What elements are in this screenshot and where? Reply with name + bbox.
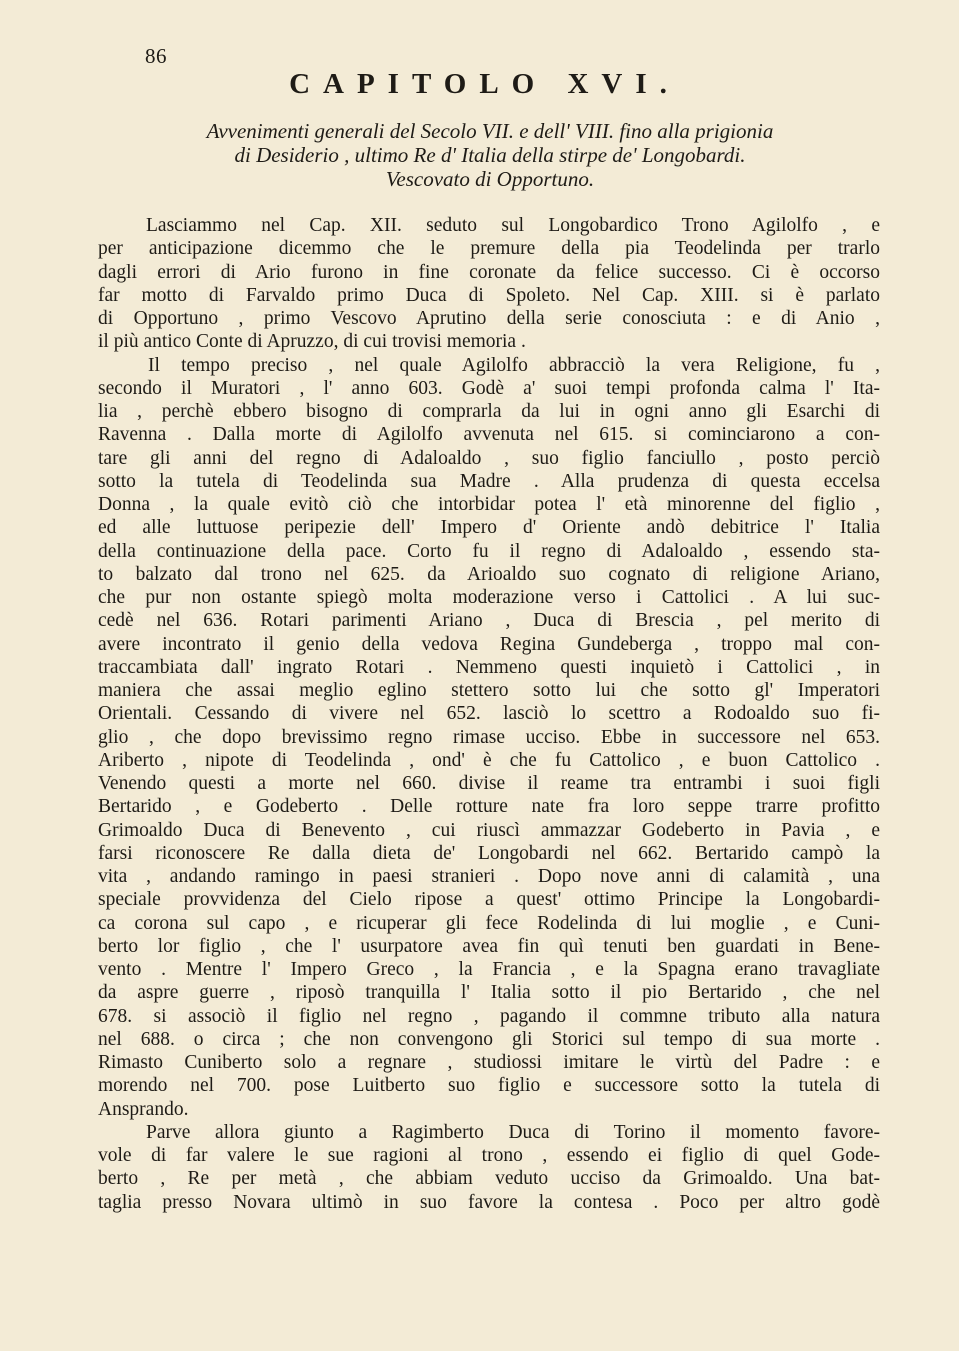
- text-line: berto lor figlio , che l' usurpatore avea fin quì tenuti ben guardati in Bene-: [98, 935, 880, 957]
- text-line: Donna , la quale evitò ciò che intorbidar potea l' età minorenne del figlio ,: [98, 494, 880, 515]
- text-line: far motto di Farvaldo primo Duca di Spoleto. Nel Cap. XIII. si è parlato: [98, 284, 880, 306]
- text-line: 678. si associò il figlio nel regno , pagando il commne tributo alla natura: [98, 1005, 880, 1027]
- chapter-title: CAPITOLO XVI.: [289, 68, 680, 100]
- text-line: per anticipazione dicemmo che le premure della pia Teodelinda per trarlo: [98, 238, 880, 260]
- text-line: tare gli anni del regno di Adaloaldo , suo figlio fanciullo , posto perciò: [98, 447, 880, 469]
- text-line: Lasciammo nel Cap. XII. seduto sul Longobardico Trono Agilolfo , e: [146, 215, 880, 236]
- text-line: morendo nel 700. pose Luitberto suo figlio e successore sotto la tutela di: [98, 1075, 880, 1097]
- text-line: di Opportuno , primo Vescovo Aprutino della serie conosciuta : e di Anio ,: [98, 308, 880, 329]
- text-line: ca corona sul capo , e ricuperar gli fece Rodelinda di lui moglie , e Cuni-: [98, 912, 880, 934]
- text-line: il più antico Conte di Apruzzo, di cui trovisi memoria .: [98, 331, 526, 353]
- chapter-subtitle: [100, 119, 880, 191]
- body-text: [98, 214, 880, 1214]
- text-line: Ravenna . Dalla morte di Agilolfo avvenuta nel 615. si cominciarono a con-: [98, 424, 880, 446]
- page-number: 86: [145, 44, 167, 68]
- text-line: Parve allora giunto a Ragimberto Duca di Torino il momento favore-: [146, 1121, 880, 1143]
- text-line: Il tempo preciso , nel quale Agilolfo abbracciò la vera Religione, fu ,: [148, 354, 880, 376]
- text-line: avere incontrato il genio della vedova Regina Gundeberga , troppo mal con-: [98, 633, 880, 655]
- text-line: lia , perchè ebbero bisogno di comprarla da lui in ogni anno gli Esarchi di: [98, 401, 880, 422]
- text-line: Orientali. Cessando di vivere nel 652. lasciò lo scettro a Rodoaldo suo fi-: [98, 703, 880, 725]
- text-line: speciale provvidenza del Cielo ripose a quest' ottimo Principe la Longobardi-: [98, 889, 880, 911]
- text-line: Ansprando.: [98, 1098, 189, 1120]
- text-line: ed alle luttuose peripezie dell' Impero d' Oriente andò debitrice l' Italia: [98, 517, 880, 539]
- text-line: maniera che assai meglio eglino stettero sotto lui che sotto gl' Imperatori: [98, 680, 880, 701]
- text-line: della continuazione della pace. Corto fu il regno di Adaloaldo , essendo sta-: [98, 540, 880, 562]
- text-line: glio , che dopo brevissimo regno rimase ucciso. Ebbe in successore nel 653.: [98, 726, 880, 748]
- text-line: vento . Mentre l' Impero Greco , la Francia , e la Spagna erano travagliate: [98, 959, 880, 980]
- text-line: berto , Re per metà , che abbiam veduto ucciso da Grimoaldo. Una bat-: [98, 1168, 880, 1190]
- text-line: Grimoaldo Duca di Benevento , cui riuscì ammazzar Godeberto in Pavia , e: [98, 819, 880, 841]
- text-line: traccambiata dall' ingrato Rotari . Nemmeno questi inquietò i Cattolici , in: [98, 656, 880, 678]
- text-line: dagli errori di Ario furono in fine coronate da felice successo. Ci è occorso: [98, 261, 880, 283]
- text-line: cedè nel 636. Rotari parimenti Ariano , Duca di Brescia , pel merito di: [98, 610, 880, 632]
- text-line: che pur non ostante spiegò molta moderazione verso i Cattolici . A lui suc-: [98, 587, 880, 608]
- text-line: secondo il Muratori , l' anno 603. Godè a' suoi tempi profonda calma l' Ita-: [98, 377, 880, 399]
- text-line: Rimasto Cuniberto solo a regnare , studiossi imitare le virtù del Padre : e: [98, 1052, 880, 1073]
- text-line: Venendo questi a morte nel 660. divise il reame tra entrambi i suoi figli: [98, 773, 880, 794]
- text-line: farsi riconoscere Re dalla dieta de' Longobardi nel 662. Bertarido campò la: [98, 842, 880, 864]
- subtitle-line: Vescovato di Opportuno.: [385, 167, 595, 191]
- text-line: nel 688. o circa ; che non convengono gli Storici sul tempo di sua morte .: [98, 1028, 880, 1050]
- subtitle-line: Avvenimenti generali del Secolo VII. e dell' VIII. fino alla prigionia: [206, 119, 774, 143]
- text-line: vole di far valere le sue ragioni al trono , essendo ei figlio di quel Gode-: [98, 1145, 880, 1166]
- text-line: to balzato dal trono nel 625. da Arioaldo suo cognato di religione Ariano,: [98, 563, 880, 585]
- text-line: da aspre guerre , riposò tranquilla l' Italia sotto il pio Bertarido , che nel: [98, 982, 880, 1004]
- text-line: vita , andando ramingo in paesi stranieri . Dopo nove anni di calamità , una: [98, 866, 880, 887]
- subtitle-line: di Desiderio , ultimo Re d' Italia della stirpe de' Longobardi.: [234, 143, 746, 167]
- text-line: taglia presso Novara ultimò in suo favore la contesa . Poco per altro godè: [98, 1191, 880, 1213]
- text-line: Ariberto , nipote di Teodelinda , ond' è che fu Cattolico , e buon Cattolico .: [98, 749, 880, 771]
- text-line: sotto la tutela di Teodelinda sua Madre . Alla prudenza di questa eccelsa: [98, 470, 880, 492]
- text-line: Bertarido , e Godeberto . Delle rotture nate fra loro seppe trarre profitto: [98, 796, 880, 818]
